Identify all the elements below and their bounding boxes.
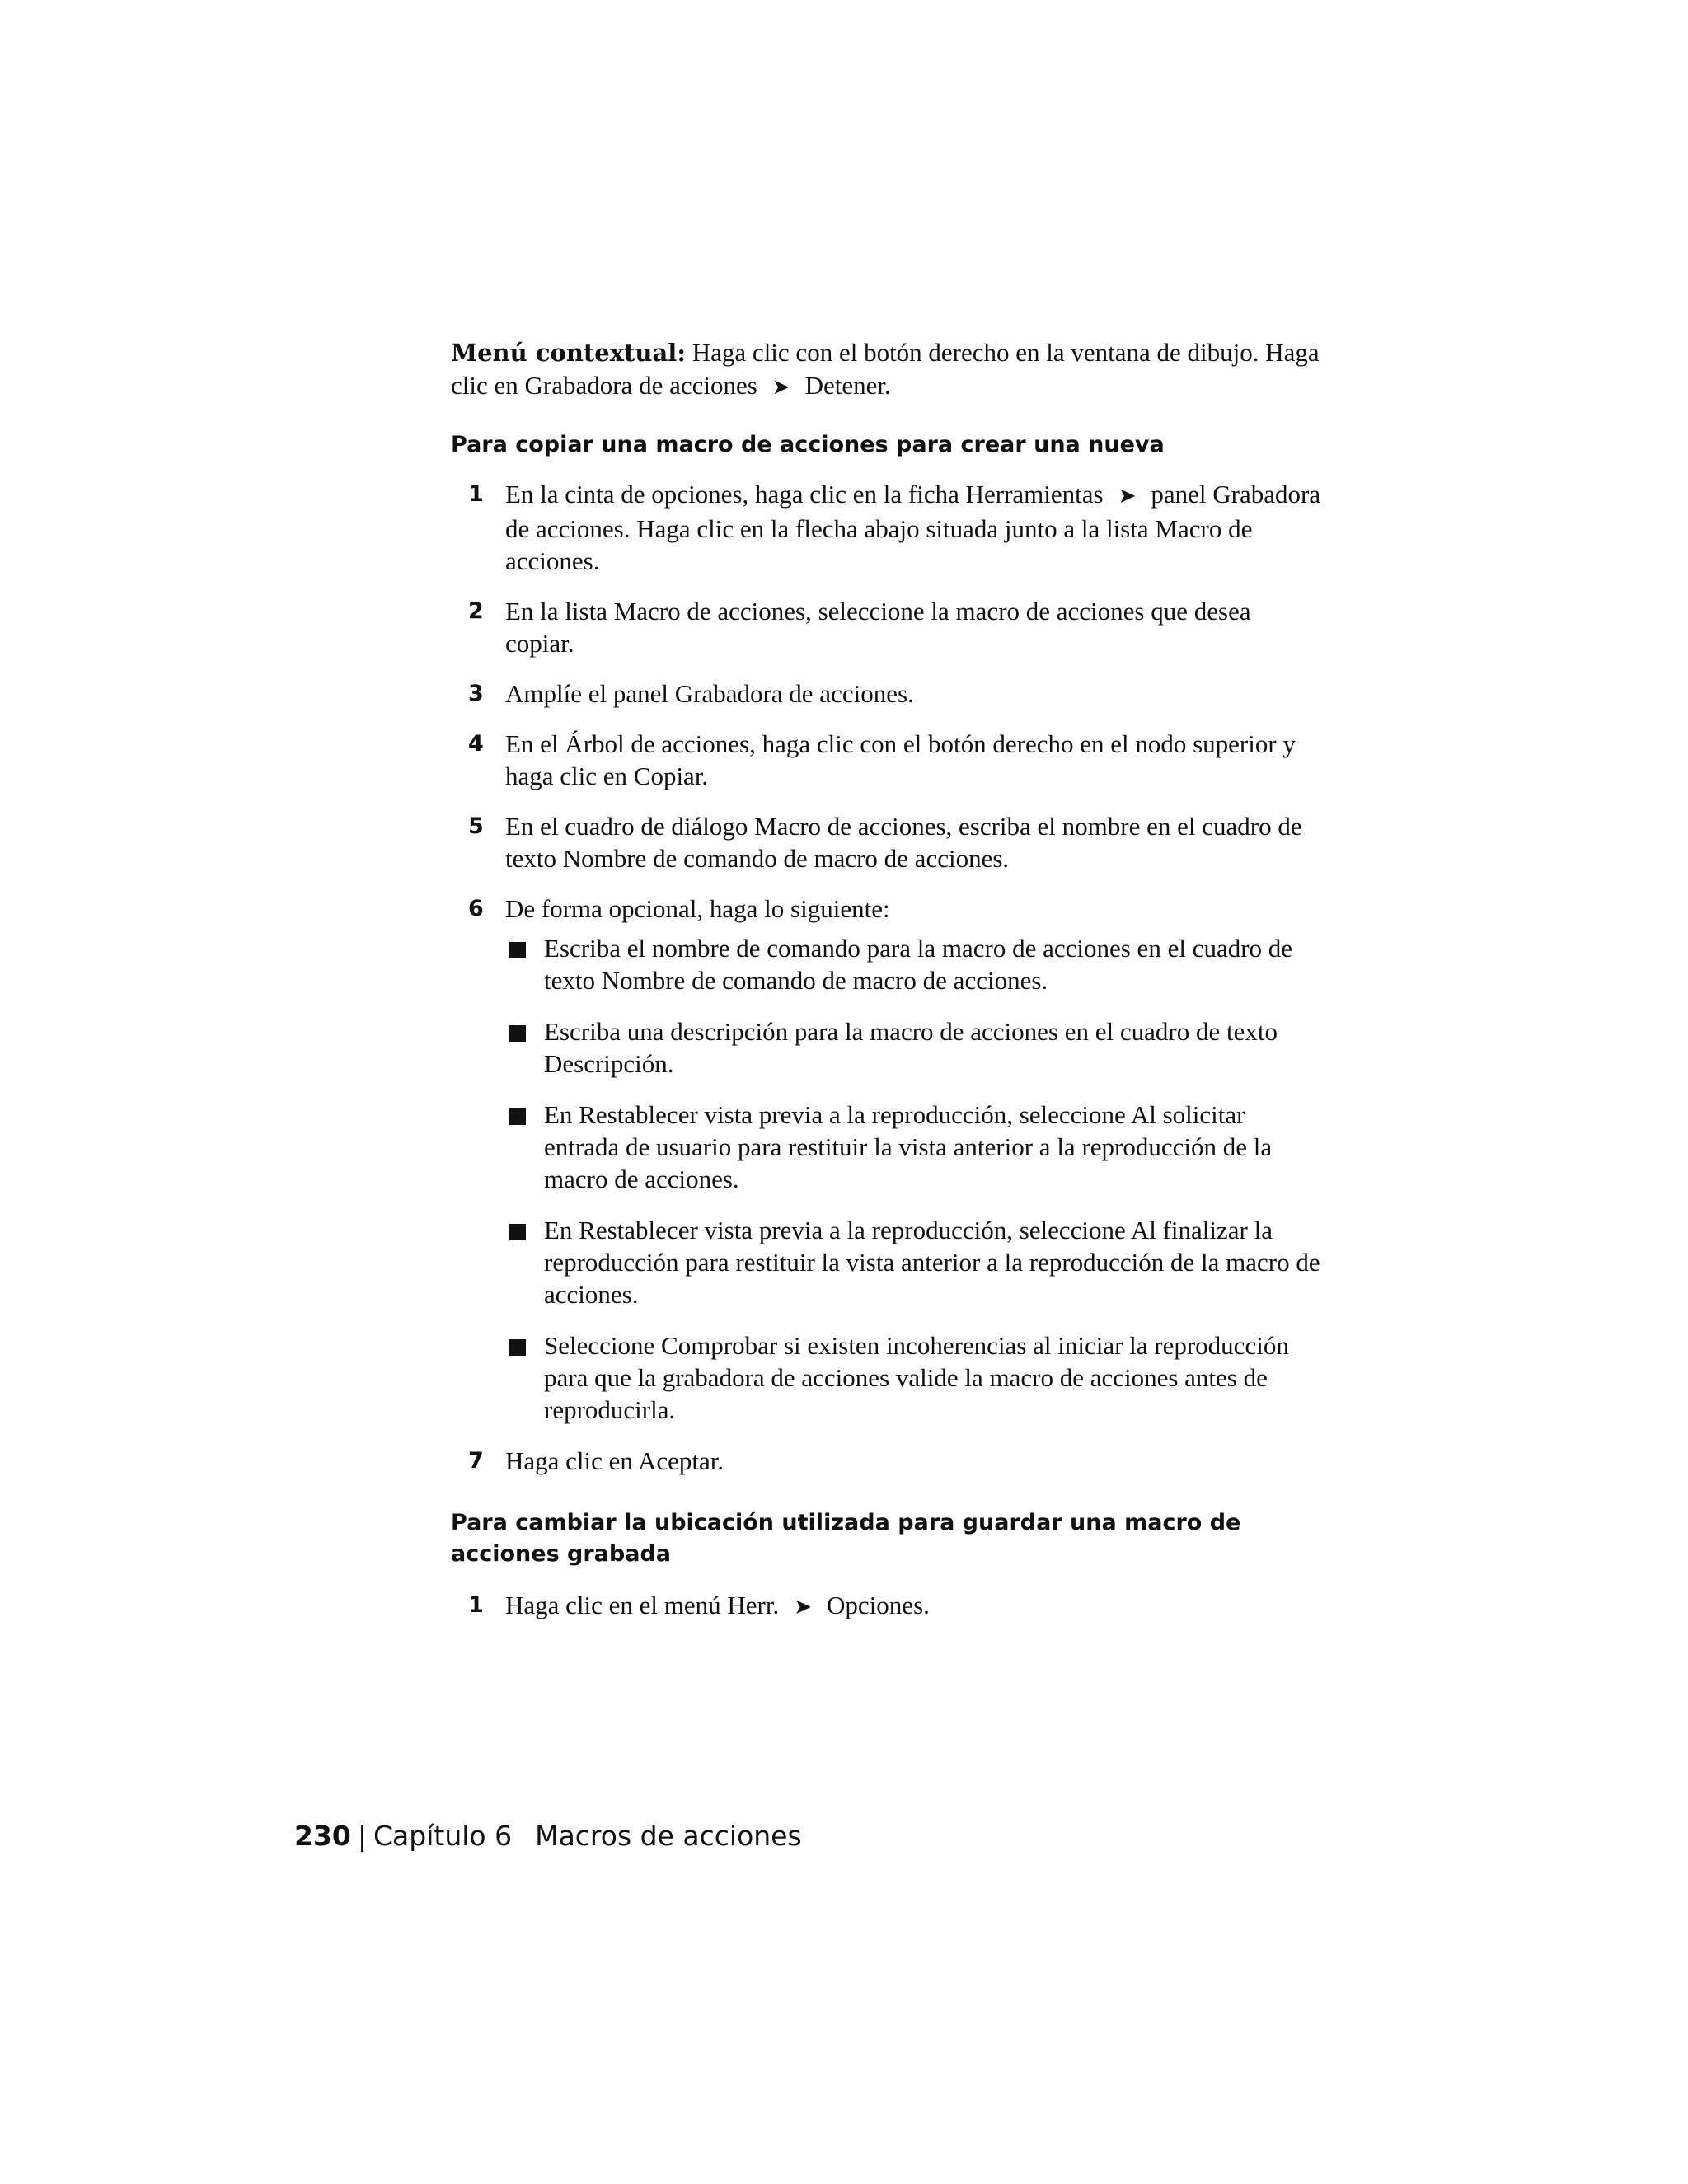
step-text: En la lista Macro de acciones, seleccione la macro de acciones que desea copiar. xyxy=(505,597,1251,658)
section-heading-change-location: Para cambiar la ubicación utilizada para guardar una macro de acciones grabada xyxy=(451,1510,1241,1567)
change-location-steps xyxy=(451,1589,1325,1624)
context-menu-end: Detener. xyxy=(804,371,891,400)
arrow-icon: ➤ xyxy=(794,1595,813,1619)
arrow-icon: ➤ xyxy=(771,375,790,400)
list-item xyxy=(451,595,1325,659)
square-bullet-icon xyxy=(509,1108,526,1125)
step-text: Haga clic en Aceptar. xyxy=(505,1446,724,1475)
list-item xyxy=(451,478,1325,577)
chapter-title: Macros de acciones xyxy=(535,1820,802,1852)
step-number: 6 xyxy=(468,896,484,921)
bullet-item xyxy=(505,1329,1325,1426)
arrow-icon: ➤ xyxy=(1118,484,1137,509)
square-bullet-icon xyxy=(509,1339,526,1356)
step-text: En la cinta de opciones, haga clic en la ficha Herramientas xyxy=(505,480,1104,509)
step-text: En el cuadro de diálogo Macro de acciones, escriba el nombre en el cuadro de texto Nombre de comando de macro de acciones. xyxy=(505,812,1302,873)
copy-macro-steps xyxy=(451,478,1325,1477)
chapter-label: Capítulo 6 xyxy=(373,1820,513,1852)
page-number: 230 xyxy=(294,1820,351,1852)
step-number: 4 xyxy=(468,731,484,757)
list-item xyxy=(451,677,1325,710)
context-menu-text: Haga clic con el botón derecho en la ventana de dibujo. Haga clic en Grabadora de acciones xyxy=(451,338,1320,400)
bullet-text: Escriba una descripción para la macro de acciones en el cuadro de texto Descripción. xyxy=(544,1017,1278,1078)
list-item xyxy=(451,728,1325,792)
list-item xyxy=(451,810,1325,874)
context-menu-paragraph xyxy=(451,336,1325,404)
step-text: Haga clic en el menú Herr. xyxy=(505,1591,780,1619)
step-number: 2 xyxy=(468,598,484,624)
square-bullet-icon xyxy=(509,1224,526,1240)
step-number: 1 xyxy=(468,1592,484,1618)
optional-steps-list xyxy=(505,932,1325,1426)
step-number: 5 xyxy=(468,813,484,839)
section-heading-copy-macro: Para copiar una macro de acciones para crear una nueva xyxy=(451,432,1165,457)
step-number: 7 xyxy=(468,1448,484,1474)
context-menu-label: Menú contextual: xyxy=(451,339,687,367)
bullet-item xyxy=(505,1015,1325,1080)
bullet-text: En Restablecer vista previa a la reproducción, seleccione Al finalizar la reproducción para restituir la vista anterior a la reproducción de la macro de acciones. xyxy=(544,1216,1320,1309)
bullet-item xyxy=(505,932,1325,996)
step-text: De forma opcional, haga lo siguiente: xyxy=(505,894,890,923)
footer-separator: | xyxy=(357,1820,368,1852)
bullet-item xyxy=(505,1214,1325,1310)
step-text-continued: panel Grabadora de acciones. Haga clic en la flecha abajo situada junto a la lista Macro de acciones. xyxy=(505,480,1321,575)
list-item xyxy=(451,1589,1325,1624)
bullet-text: En Restablecer vista previa a la reproducción, seleccione Al solicitar entrada de usuario para restituir la vista anterior a la reproducción de la macro de acciones. xyxy=(544,1100,1273,1193)
square-bullet-icon xyxy=(509,1025,526,1042)
page-footer xyxy=(294,1820,802,1853)
bullet-text: Seleccione Comprobar si existen incoherencias al iniciar la reproducción para que la grabadora de acciones valide la macro de acciones antes de reproducirla. xyxy=(544,1331,1289,1424)
step-number: 3 xyxy=(468,681,484,706)
square-bullet-icon xyxy=(509,942,526,958)
bullet-text: Escriba el nombre de comando para la macro de acciones en el cuadro de texto Nombre de comando de macro de acciones. xyxy=(544,934,1293,995)
step-number: 1 xyxy=(468,481,484,507)
list-item xyxy=(451,1445,1325,1477)
page-content xyxy=(451,336,1325,1642)
step-text: En el Árbol de acciones, haga clic con el botón derecho en el nodo superior y haga clic en Copiar. xyxy=(505,729,1296,790)
bullet-item xyxy=(505,1099,1325,1195)
step-text: Amplíe el panel Grabadora de acciones. xyxy=(505,679,914,708)
list-item xyxy=(451,893,1325,1426)
step-text-continued: Opciones. xyxy=(827,1591,930,1619)
